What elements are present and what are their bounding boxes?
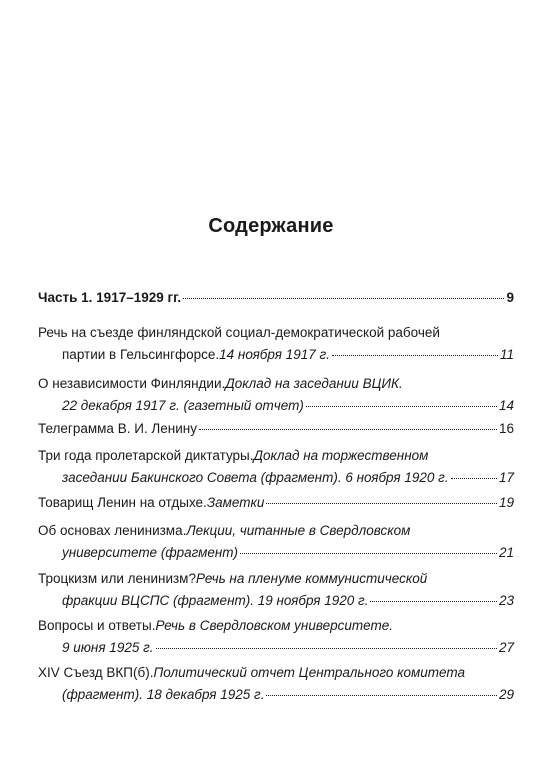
- toc-entry[interactable]: [38, 615, 514, 659]
- entry-description: Лекции, читанные в Свердловском: [186, 523, 411, 538]
- entry-description: университете (фрагмент): [62, 545, 239, 560]
- part-label: Часть 1. 1917–1929 гг.: [38, 290, 182, 305]
- entry-title: Об основах ленинизма.: [38, 523, 187, 538]
- dot-leader: [451, 478, 497, 479]
- dot-leader: [240, 553, 497, 554]
- entry-title: партии в Гельсингфорсе.: [62, 347, 220, 362]
- toc-entry[interactable]: [38, 492, 514, 514]
- entry-page-number: 27: [498, 640, 514, 655]
- entry-description: 14 ноября 1917 г.: [219, 347, 330, 362]
- dot-leader: [266, 503, 497, 504]
- dot-leader: [306, 406, 497, 407]
- toc-entry[interactable]: [38, 445, 514, 489]
- entry-description: Доклад на торжественном: [253, 448, 429, 463]
- toc-entry[interactable]: [38, 662, 514, 706]
- entry-title: О независимости Финляндии.: [38, 376, 226, 391]
- entry-page-number: 17: [498, 470, 514, 485]
- dot-leader: [199, 429, 497, 430]
- entry-title: Телеграмма В. И. Ленину: [38, 421, 197, 436]
- part-page-number: 9: [506, 290, 514, 305]
- entry-description: (фрагмент). 18 декабря 1925 г.: [62, 687, 265, 702]
- entry-page-number: 16: [498, 421, 514, 436]
- dot-leader: [266, 695, 497, 696]
- entry-description: 22 декабря 1917 г. (газетный отчет): [62, 398, 304, 413]
- entry-page-number: 23: [498, 593, 514, 608]
- toc-entry[interactable]: [38, 520, 514, 564]
- entry-page-number: 11: [499, 347, 514, 362]
- entry-title: Вопросы и ответы.: [38, 618, 156, 633]
- entry-page-number: 21: [498, 545, 514, 560]
- toc-entry[interactable]: [38, 418, 514, 440]
- entry-description: 9 июня 1925 г.: [62, 640, 154, 655]
- dot-leader: [370, 601, 497, 602]
- entry-description: заседании Бакинского Совета (фрагмент). 6 ноября 1920 г.: [62, 470, 449, 485]
- entry-title: XIV Съезд ВКП(б).: [38, 665, 154, 680]
- toc-entry[interactable]: [38, 322, 514, 366]
- entry-title: Три года пролетарской диктатуры.: [38, 448, 254, 463]
- dot-leader: [156, 648, 497, 649]
- entry-title: Речь на съезде финляндской социал-демократической рабочей: [38, 325, 440, 340]
- entry-title: Товарищ Ленин на отдыхе.: [38, 495, 207, 510]
- entry-description: Речь на пленуме коммунистической: [195, 571, 428, 586]
- entry-page-number: 14: [498, 398, 514, 413]
- entry-description: Речь в Свердловском университете.: [155, 618, 393, 633]
- entry-page-number: 29: [498, 687, 514, 702]
- entry-description: Заметки: [206, 495, 265, 510]
- entry-description: Политический отчет Центрального комитета: [153, 665, 465, 680]
- entry-page-number: 19: [498, 495, 514, 510]
- page-title: Содержание: [208, 215, 334, 237]
- entry-description: фракции ВЦСПС (фрагмент). 19 ноября 1920 г.: [62, 593, 369, 608]
- entry-description: Доклад на заседании ВЦИК.: [225, 376, 403, 391]
- entry-title: Троцкизм или ленинизм?: [38, 571, 196, 586]
- dot-leader: [183, 298, 504, 299]
- toc-entry[interactable]: [38, 568, 514, 612]
- toc-entry[interactable]: [38, 373, 514, 417]
- table-of-contents: [38, 290, 514, 702]
- dot-leader: [332, 355, 498, 356]
- part-heading[interactable]: [38, 290, 514, 310]
